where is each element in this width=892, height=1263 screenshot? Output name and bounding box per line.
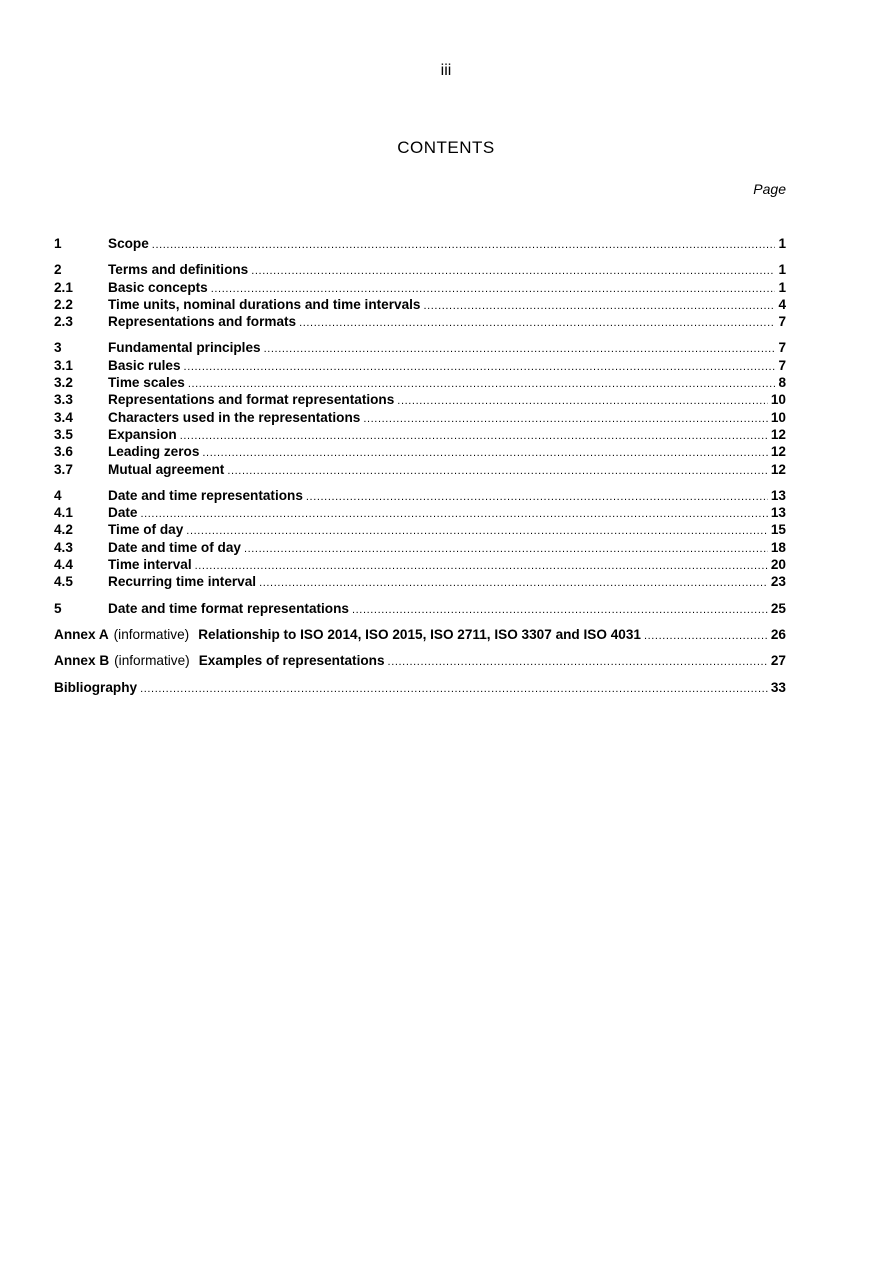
toc-entry-title: Time interval bbox=[108, 557, 192, 573]
toc-entry-title: Characters used in the representations bbox=[108, 409, 361, 425]
toc-entry[interactable] bbox=[54, 573, 786, 590]
toc-entry[interactable] bbox=[54, 409, 786, 426]
toc-dot-leader bbox=[251, 263, 775, 280]
toc-entry-number: 3.3 bbox=[54, 392, 73, 408]
toc-entry[interactable] bbox=[54, 504, 786, 521]
toc-entry-title: Date and time representations bbox=[108, 487, 303, 503]
toc-entry[interactable] bbox=[54, 261, 786, 278]
toc-entry-title: Date bbox=[108, 505, 138, 521]
toc-entry-number: 3.6 bbox=[54, 444, 73, 460]
toc-entry-title: Date and time of day bbox=[108, 539, 241, 555]
toc-dot-leader bbox=[227, 463, 768, 480]
table-of-contents bbox=[54, 235, 786, 705]
toc-entry[interactable] bbox=[54, 600, 786, 617]
toc-entry-title: Examples of representations bbox=[198, 653, 385, 669]
toc-dot-leader bbox=[423, 298, 775, 315]
toc-annex-heading bbox=[54, 652, 385, 669]
toc-group bbox=[54, 679, 786, 696]
toc-dot-leader bbox=[140, 506, 767, 523]
toc-entry-page: 10 bbox=[770, 409, 786, 425]
toc-entry-title: Representations and formats bbox=[108, 314, 297, 330]
toc-annex-label: Annex A bbox=[54, 626, 109, 642]
page-column-label: Page bbox=[753, 181, 786, 197]
toc-entry-number: 2.1 bbox=[54, 279, 73, 295]
toc-entry-number: 5 bbox=[54, 600, 62, 616]
toc-entry[interactable] bbox=[54, 487, 786, 504]
toc-entry-number: 3 bbox=[54, 340, 62, 356]
toc-entry-number: 4.5 bbox=[54, 574, 73, 590]
toc-entry-title: Basic concepts bbox=[108, 279, 208, 295]
toc-dot-leader bbox=[259, 575, 768, 592]
toc-dot-leader bbox=[644, 628, 768, 645]
toc-entry-title: Expansion bbox=[108, 426, 177, 442]
toc-group bbox=[54, 235, 786, 252]
toc-dot-leader bbox=[202, 445, 767, 462]
toc-entry-title: Relationship to ISO 2014, ISO 2015, ISO 2711, ISO 3307 and ISO 4031 bbox=[198, 626, 641, 642]
toc-entry[interactable] bbox=[54, 374, 786, 391]
toc-entry[interactable] bbox=[54, 556, 786, 573]
toc-entry[interactable] bbox=[54, 391, 786, 408]
toc-dot-leader bbox=[184, 359, 776, 376]
toc-dot-leader bbox=[180, 428, 768, 445]
toc-entry-number: 4 bbox=[54, 487, 62, 503]
toc-entry[interactable] bbox=[54, 461, 786, 478]
toc-entry-page: 7 bbox=[778, 314, 786, 330]
toc-group bbox=[54, 339, 786, 477]
toc-entry-title: Leading zeros bbox=[108, 444, 200, 460]
toc-entry[interactable] bbox=[54, 339, 786, 356]
toc-entry-title: Bibliography bbox=[54, 679, 138, 695]
toc-entry[interactable] bbox=[54, 652, 786, 669]
contents-title: CONTENTS bbox=[397, 138, 495, 157]
toc-entry-page: 7 bbox=[778, 357, 786, 373]
toc-entry-page: 18 bbox=[770, 539, 786, 555]
toc-entry-page: 13 bbox=[770, 487, 786, 503]
toc-entry-number: 4.3 bbox=[54, 539, 73, 555]
toc-dot-leader bbox=[244, 541, 768, 558]
toc-entry-number: 3.5 bbox=[54, 426, 73, 442]
toc-entry-page: 13 bbox=[770, 505, 786, 521]
toc-annex-heading bbox=[54, 626, 641, 643]
toc-entry-number: 2.3 bbox=[54, 314, 73, 330]
toc-entry-page: 12 bbox=[770, 426, 786, 442]
toc-dot-leader bbox=[195, 558, 768, 575]
toc-dot-leader bbox=[152, 237, 776, 254]
toc-dot-leader bbox=[388, 654, 768, 671]
toc-entry[interactable] bbox=[54, 296, 786, 313]
toc-entry-number: 4.4 bbox=[54, 557, 73, 573]
toc-entry-page: 26 bbox=[770, 626, 786, 642]
toc-entry[interactable] bbox=[54, 279, 786, 296]
toc-annex-note: (informative) bbox=[113, 626, 190, 642]
toc-group bbox=[54, 652, 786, 669]
toc-entry-title: Time scales bbox=[108, 375, 185, 391]
toc-entry[interactable] bbox=[54, 626, 786, 643]
toc-entry-title: Terms and definitions bbox=[108, 262, 249, 278]
toc-dot-leader bbox=[140, 681, 768, 698]
toc-entry-title: Recurring time interval bbox=[108, 574, 257, 590]
toc-entry-page: 4 bbox=[778, 296, 786, 312]
toc-entry-title: Mutual agreement bbox=[108, 461, 225, 477]
toc-entry-title: Date and time format representations bbox=[108, 600, 349, 616]
toc-group bbox=[54, 626, 786, 643]
toc-entry-title: Scope bbox=[108, 236, 149, 251]
toc-group bbox=[54, 600, 786, 617]
toc-entry-page: 7 bbox=[778, 340, 786, 356]
toc-entry-page: 1 bbox=[778, 279, 786, 295]
toc-entry-number: 3.1 bbox=[54, 357, 73, 373]
toc-entry-page: 10 bbox=[770, 392, 786, 408]
toc-entry-number: 4.2 bbox=[54, 522, 73, 538]
toc-annex-label: Annex B bbox=[54, 653, 110, 669]
toc-entry-page: 1 bbox=[778, 262, 786, 278]
toc-dot-leader bbox=[264, 341, 776, 358]
toc-entry[interactable] bbox=[54, 426, 786, 443]
toc-entry-page: 33 bbox=[770, 679, 786, 695]
toc-entry-number: 3.4 bbox=[54, 409, 73, 425]
toc-group bbox=[54, 487, 786, 591]
toc-entry-title: Time of day bbox=[108, 522, 184, 538]
toc-entry-number: 1 bbox=[54, 236, 62, 251]
toc-entry-number: 2.2 bbox=[54, 296, 73, 312]
toc-dot-leader bbox=[306, 489, 768, 506]
toc-entry-page: 12 bbox=[770, 461, 786, 477]
toc-entry-page: 1 bbox=[778, 236, 786, 251]
toc-entry[interactable] bbox=[54, 357, 786, 374]
toc-dot-leader bbox=[363, 411, 768, 428]
toc-entry-page: 20 bbox=[770, 557, 786, 573]
toc-entry-title: Basic rules bbox=[108, 357, 181, 373]
toc-entry-title: Time units, nominal durations and time intervals bbox=[108, 296, 421, 312]
toc-entry-page: 12 bbox=[770, 444, 786, 460]
toc-entry-page: 15 bbox=[770, 522, 786, 538]
toc-entry-page: 8 bbox=[778, 375, 786, 391]
toc-entry[interactable] bbox=[54, 521, 786, 538]
toc-entry-number: 3.2 bbox=[54, 375, 73, 391]
toc-entry[interactable] bbox=[54, 679, 786, 696]
toc-annex-note: (informative) bbox=[114, 653, 190, 669]
toc-entry-page: 25 bbox=[770, 600, 786, 616]
toc-entry[interactable] bbox=[54, 443, 786, 460]
toc-dot-leader bbox=[352, 602, 768, 619]
page-number: iii bbox=[440, 62, 452, 79]
toc-entry-title: Representations and format representations bbox=[108, 392, 395, 408]
toc-entry[interactable] bbox=[54, 235, 786, 252]
toc-dot-leader bbox=[299, 315, 775, 332]
toc-entry-page: 27 bbox=[770, 653, 786, 669]
toc-entry-number: 2 bbox=[54, 262, 62, 278]
toc-entry[interactable] bbox=[54, 313, 786, 330]
toc-entry-page: 23 bbox=[770, 574, 786, 590]
toc-entry-title: Fundamental principles bbox=[108, 340, 261, 356]
toc-dot-leader bbox=[397, 393, 768, 410]
toc-dot-leader bbox=[186, 523, 768, 540]
toc-group bbox=[54, 261, 786, 330]
toc-entry-number: 3.7 bbox=[54, 461, 73, 477]
toc-entry[interactable] bbox=[54, 539, 786, 556]
toc-entry-number: 4.1 bbox=[54, 505, 73, 521]
